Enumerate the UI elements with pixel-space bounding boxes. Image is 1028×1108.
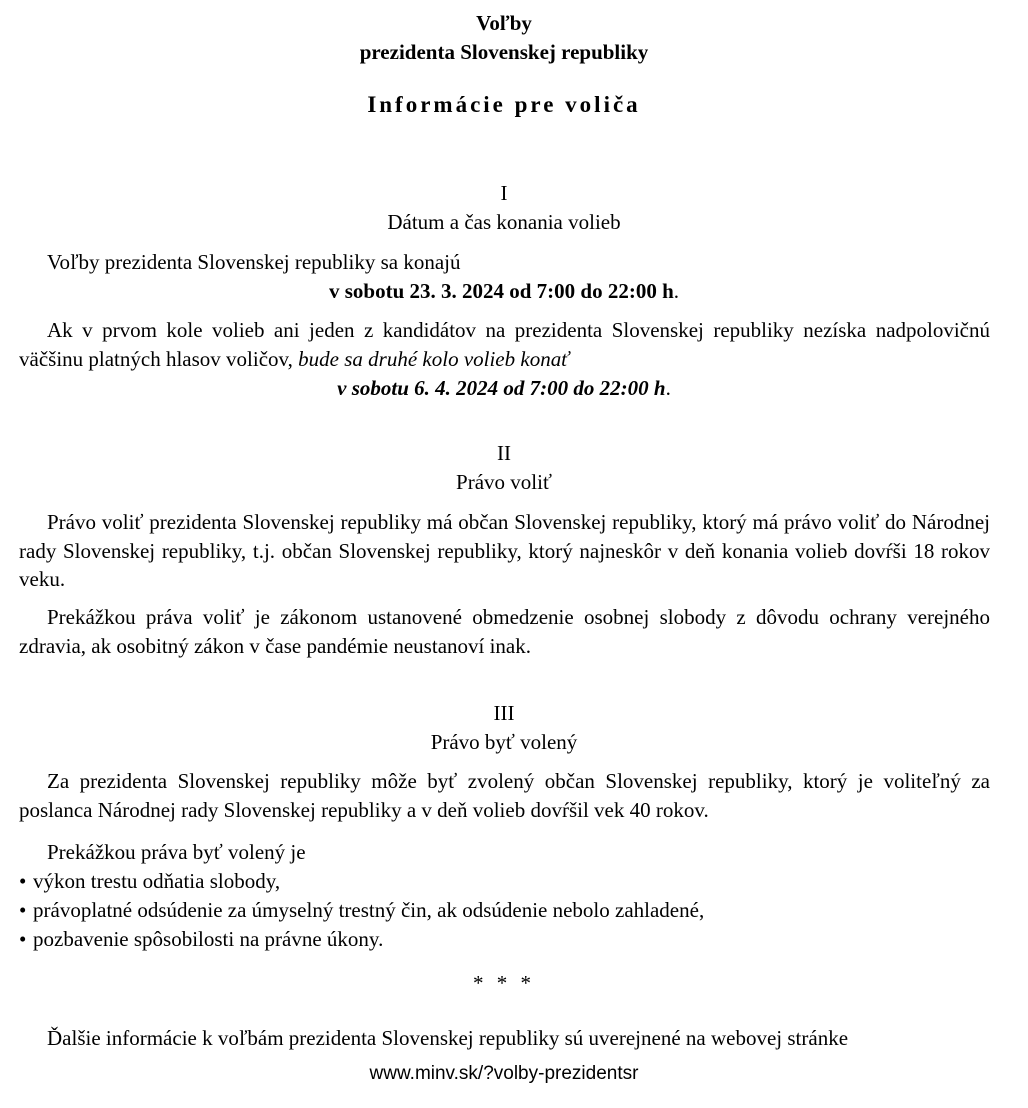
- list-item-text: výkon trestu odňatia slobody,: [33, 869, 281, 893]
- disqualification-list: [19, 867, 704, 954]
- document-heading: Informácie pre voliča: [367, 92, 641, 117]
- list-item-text: pozbavenie spôsobilosti na právne úkony.: [33, 927, 384, 951]
- section-1-title: Dátum a čas konania volieb: [387, 210, 621, 234]
- bullet-icon: •: [19, 898, 27, 922]
- bullet-icon: •: [19, 869, 27, 893]
- section-1-paragraph-1: Voľby prezidenta Slovenskej republiky sa konajú: [47, 250, 461, 274]
- section-2-paragraph-2: Prekážkou práva voliť je zákonom ustanovené obmedzenie osobnej slobody z dôvodu ochrany verejného zdravia, ak osobitný zákon v čase pandémie neustanoví inak.: [19, 605, 990, 658]
- footer-text: Ďalšie informácie k voľbám prezidenta Slovenskej republiky sú uverejnené na webovej stránke: [47, 1026, 849, 1050]
- list-item: [19, 896, 704, 925]
- section-1-second-round-date: [0, 374, 1008, 402]
- section-2-title: Právo voliť: [456, 470, 552, 494]
- second-round-condition: Ak v prvom kole volieb ani jeden z kandidátov na prezidenta Slovenskej republiky nezíska nadpolovičnú väčšinu platných hlasov voličov,: [19, 318, 990, 371]
- section-3-title: Právo byť volený: [430, 730, 578, 754]
- section-1-number: I: [500, 181, 508, 205]
- document-title-line1: Voľby: [476, 11, 532, 35]
- first-round-date: v sobotu 23. 3. 2024 od 7:00 do 22:00 h: [328, 279, 674, 303]
- section-3-paragraph-2: Prekážkou práva byť volený je: [47, 840, 306, 864]
- section-3-paragraph-1: Za prezidenta Slovenskej republiky môže byť zvolený občan Slovenskej republiky, ktorý je voliteľný za poslanca Národnej rady Slovenskej republiky a v deň volieb dovŕšil vek 40 rokov.: [19, 769, 990, 822]
- second-round-date: v sobotu 6. 4. 2024 od 7:00 do 22:00 h: [337, 376, 666, 400]
- first-round-date-end: .: [673, 279, 680, 303]
- list-item: [19, 925, 704, 954]
- second-round-date-end: .: [665, 376, 671, 400]
- section-2-paragraph-1: Právo voliť prezidenta Slovenskej republiky má občan Slovenskej republiky, ktorý má právo voliť do Národnej rady Slovenskej republiky, t.j. občan Slovenskej republiky, ktorý najneskôr v deň konania volieb dovŕši 18 rokov veku.: [19, 510, 990, 591]
- section-separator: * * *: [473, 971, 535, 995]
- section-3-number: III: [493, 701, 515, 725]
- list-item-text: právoplatné odsúdenie za úmyselný trestný čin, ak odsúdenie nebolo zahladené,: [33, 898, 705, 922]
- section-2-number: II: [497, 441, 511, 465]
- document-title-line2: prezidenta Slovenskej republiky: [359, 40, 649, 64]
- section-1-paragraph-2: [19, 316, 990, 373]
- list-item: [19, 867, 704, 896]
- footer-url-link[interactable]: www.minv.sk/?volby-prezidentsr: [369, 1063, 639, 1084]
- bullet-icon: •: [19, 927, 27, 951]
- second-round-statement: bude sa druhé kolo volieb konať: [298, 346, 569, 371]
- section-1-first-round-date: [0, 277, 1008, 305]
